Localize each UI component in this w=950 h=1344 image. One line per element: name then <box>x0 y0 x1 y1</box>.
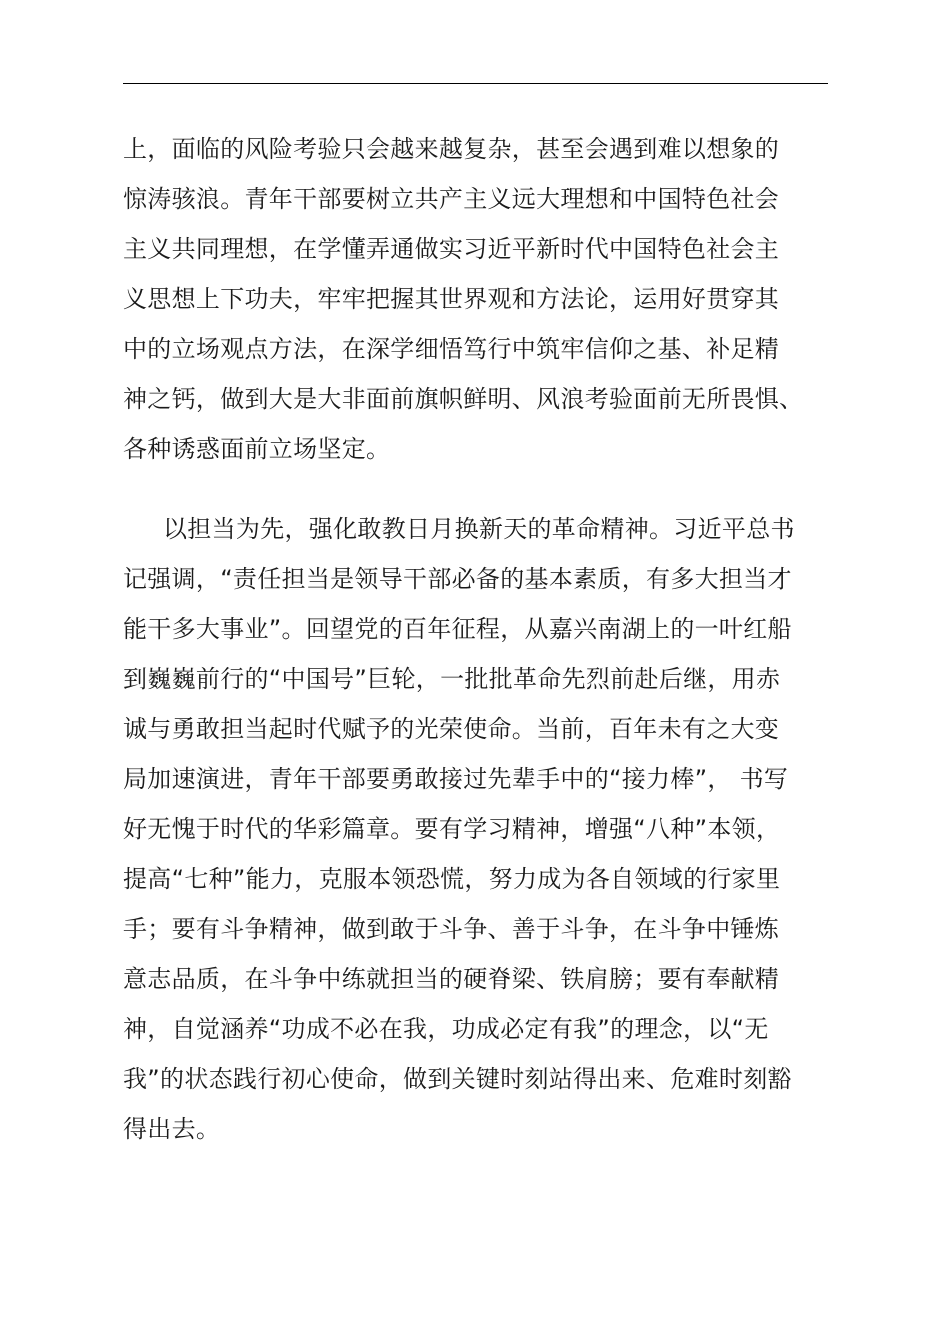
text-line-first: 以担当为先，强化敢教日月换新天的革命精神。习近平总书 <box>163 515 795 543</box>
text-line: 各种诱惑面前立场坚定。 <box>123 435 391 463</box>
text-line: 提高“七种”能力，克服本领恐慌，努力成为各自领域的行家里 <box>123 865 781 893</box>
paragraph-1 <box>123 124 828 474</box>
paragraph-2 <box>123 504 828 1154</box>
text-line: 能干多大事业”。回望党的百年征程，从嘉兴南湖上的一叶红船 <box>123 615 792 643</box>
text-line: 义思想上下功夫，牢牢把握其世界观和方法论，运用好贯穿其 <box>123 285 780 313</box>
text-line: 诚与勇敢担当起时代赋予的光荣使命。当前，百年未有之大变 <box>123 715 780 743</box>
text-line: 惊涛骇浪。青年干部要树立共产主义远大理想和中国特色社会 <box>123 185 780 213</box>
paragraph-spacer <box>123 474 828 504</box>
text-line: 我”的状态践行初心使命，做到关键时刻站得出来、危难时刻豁 <box>123 1065 792 1093</box>
text-line: 中的立场观点方法，在深学细悟笃行中筑牢信仰之基、补足精 <box>123 335 780 363</box>
text-line: 意志品质，在斗争中练就担当的硬脊梁、铁肩膀；要有奉献精 <box>123 965 780 993</box>
text-line: 好无愧于时代的华彩篇章。要有学习精神，增强“八种”本领， <box>123 815 781 843</box>
header-rule <box>123 83 828 84</box>
text-line: 局加速演进，青年干部要勇敢接过先辈手中的“接力棒”， 书写 <box>123 765 789 793</box>
text-line: 记强调，“责任担当是领导干部必备的基本素质，有多大担当才 <box>123 565 792 593</box>
text-line: 主义共同理想，在学懂弄通做实习近平新时代中国特色社会主 <box>123 235 780 263</box>
text-line: 到巍巍前行的“中国号”巨轮，一批批革命先烈前赴后继，用赤 <box>123 665 781 693</box>
document-body <box>123 124 828 1154</box>
text-line: 得出去。 <box>123 1115 221 1143</box>
text-line: 上，面临的风险考验只会越来越复杂，甚至会遇到难以想象的 <box>123 135 780 163</box>
text-line: 神，自觉涵养“功成不必在我，功成必定有我”的理念，以“无 <box>123 1015 769 1043</box>
text-line: 神之钙，做到大是大非面前旗帜鲜明、风浪考验面前无所畏惧、 <box>123 385 804 413</box>
text-line: 手；要有斗争精神，做到敢于斗争、善于斗争，在斗争中锤炼 <box>123 915 780 943</box>
